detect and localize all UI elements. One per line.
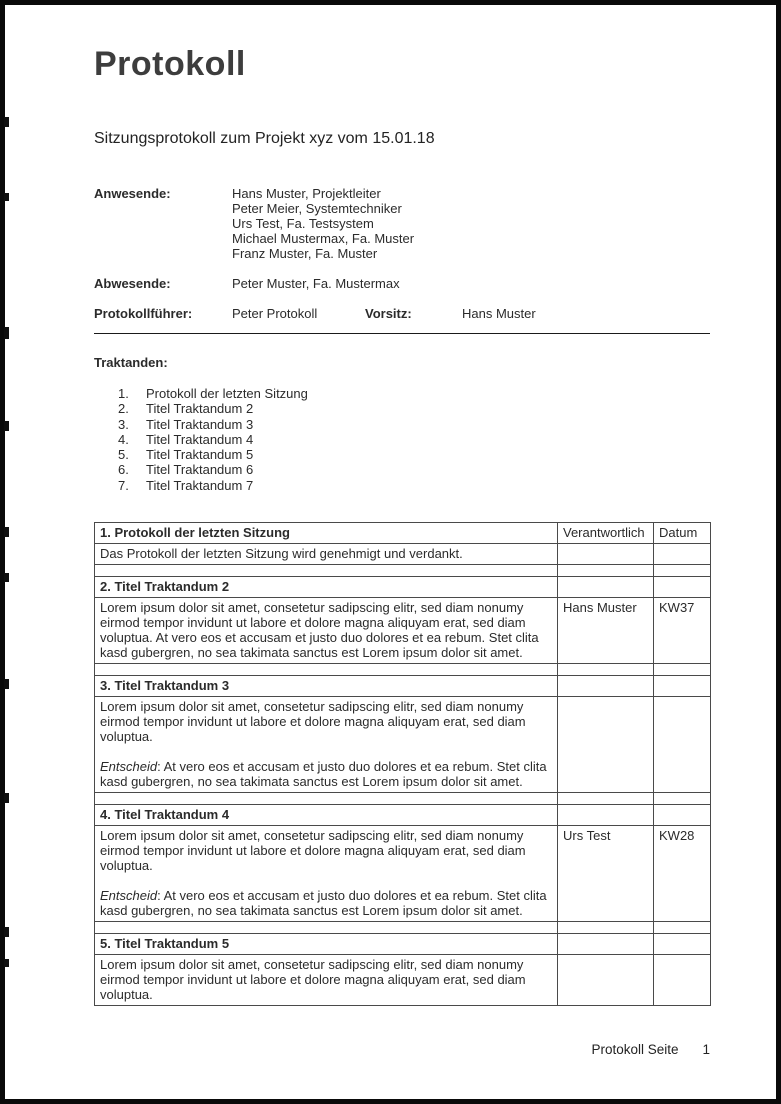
agenda-item-text: Titel Traktandum 2 xyxy=(146,401,254,417)
spacer-cell xyxy=(558,664,654,676)
datum-cell: KW37 xyxy=(654,598,711,664)
section-body-paragraph: Lorem ipsum dolor sit amet, consetetur sadipscing elitr, sed diam nonumy eirmod tempor invidunt ut labore et dolore magna aliquyam erat, sed diam voluptua. xyxy=(100,699,526,745)
scan-artifact xyxy=(4,927,9,937)
secretary-name: Peter Protokoll xyxy=(232,306,318,321)
section-body-row xyxy=(95,955,711,1006)
section-body-paragraph: Lorem ipsum dolor sit amet, consetetur sadipscing elitr, sed diam nonumy eirmod tempor invidunt ut labore et dolore magna aliquyam erat, sed diam voluptua. xyxy=(100,828,526,874)
scan-artifact xyxy=(4,117,9,127)
section-body-row xyxy=(95,544,711,565)
page-title: Protokoll xyxy=(94,45,246,83)
spacer-row xyxy=(95,664,711,676)
column-header-verantwortlich: Verantwortlich xyxy=(558,523,654,544)
attendees-list xyxy=(232,186,414,261)
spacer-cell xyxy=(95,793,558,805)
agenda-item-text: Titel Traktandum 6 xyxy=(146,462,254,478)
verantwortlich-cell xyxy=(558,934,654,955)
verantwortlich-cell: Hans Muster xyxy=(558,598,654,664)
agenda-item-number: 5. xyxy=(118,447,129,463)
verantwortlich-cell xyxy=(558,805,654,826)
verantwortlich-cell xyxy=(558,955,654,1006)
section-title: 3. Titel Traktandum 3 xyxy=(95,676,558,697)
agenda-item-text: Protokoll der letzten Sitzung xyxy=(146,386,308,401)
section-body-row xyxy=(95,826,711,922)
decision-label: Entscheid xyxy=(100,888,158,904)
attendee-item: Hans Muster, Projektleiter xyxy=(232,186,381,201)
agenda-item-number: 7. xyxy=(118,477,129,493)
section-title: 2. Titel Traktandum 2 xyxy=(95,577,558,598)
scan-artifact xyxy=(4,959,9,967)
page-footer xyxy=(591,1042,710,1057)
footer-page-number: 1 xyxy=(702,1042,710,1057)
agenda-list xyxy=(94,386,710,493)
agenda-item xyxy=(94,447,710,462)
absent-item: Peter Muster, Fa. Mustermax xyxy=(232,276,400,291)
scan-artifact xyxy=(4,421,9,431)
spacer-cell xyxy=(558,793,654,805)
section-title: 5. Titel Traktandum 5 xyxy=(95,934,558,955)
verantwortlich-cell xyxy=(558,544,654,565)
agenda-item xyxy=(94,417,710,432)
agenda-item xyxy=(94,478,710,493)
scan-artifact xyxy=(4,573,9,582)
spacer-cell xyxy=(654,565,711,577)
section-body-row xyxy=(95,598,711,664)
spacer-cell xyxy=(558,922,654,934)
agenda-item-text: Titel Traktandum 5 xyxy=(146,447,254,463)
footer-label: Protokoll Seite xyxy=(591,1042,679,1057)
section-title-row xyxy=(95,523,711,544)
absent-list xyxy=(232,276,400,291)
section-divider xyxy=(94,333,710,334)
spacer-cell xyxy=(95,565,558,577)
agenda-block xyxy=(94,355,710,493)
spacer-cell xyxy=(654,922,711,934)
secretary-row xyxy=(94,306,710,321)
agenda-item-number: 2. xyxy=(118,401,129,417)
agenda-item xyxy=(94,401,710,416)
datum-cell xyxy=(654,697,711,793)
agenda-item-number: 1. xyxy=(118,386,129,401)
absent-label: Abwesende: xyxy=(94,276,171,291)
agenda-item-text: Titel Traktandum 7 xyxy=(146,477,254,493)
chair-name: Hans Muster xyxy=(462,306,536,321)
spacer-cell xyxy=(654,664,711,676)
section-body: Lorem ipsum dolor sit amet, consetetur sadipscing elitr, sed diam nonumy eirmod tempor invidunt ut labore et dolore magna aliquyam erat, sed diam voluptua. xyxy=(95,955,558,1006)
agenda-item xyxy=(94,386,710,401)
agenda-item-text: Titel Traktandum 4 xyxy=(146,431,254,447)
spacer-cell xyxy=(654,793,711,805)
spacer-cell xyxy=(558,565,654,577)
verantwortlich-cell xyxy=(558,697,654,793)
spacer-cell xyxy=(95,664,558,676)
agenda-item xyxy=(94,462,710,477)
verantwortlich-cell xyxy=(558,676,654,697)
agenda-item-number: 6. xyxy=(118,462,129,478)
spacer-row xyxy=(95,922,711,934)
scan-artifact xyxy=(4,327,9,339)
meta-block xyxy=(94,186,710,321)
spacer-cell xyxy=(95,922,558,934)
verantwortlich-cell: Urs Test xyxy=(558,826,654,922)
section-body: Das Protokoll der letzten Sitzung wird genehmigt und verdankt. xyxy=(95,544,558,565)
section-body xyxy=(95,826,558,922)
datum-cell xyxy=(654,934,711,955)
spacer-row xyxy=(95,793,711,805)
attendee-item: Michael Mustermax, Fa. Muster xyxy=(232,231,415,246)
attendee-item: Peter Meier, Systemtechniker xyxy=(232,201,402,216)
agenda-item-number: 4. xyxy=(118,431,129,447)
datum-cell xyxy=(654,676,711,697)
minutes-table xyxy=(94,522,711,1006)
agenda-item-text: Titel Traktandum 3 xyxy=(146,416,254,432)
scan-artifact xyxy=(4,527,9,537)
datum-cell xyxy=(654,955,711,1006)
scan-artifact xyxy=(4,679,9,689)
decision-text: : At vero eos et accusam et justo duo dolores et ea rebum. Stet clita kasd gubergren, no sea takimata sanctus est Lorem ipsum dolor sit amet. xyxy=(100,888,547,919)
section-title: 4. Titel Traktandum 4 xyxy=(95,805,558,826)
verantwortlich-cell xyxy=(558,577,654,598)
absent-row xyxy=(94,276,710,291)
scan-artifact xyxy=(4,193,9,201)
agenda-item-number: 3. xyxy=(118,416,129,432)
agenda-item xyxy=(94,432,710,447)
section-title-row xyxy=(95,577,711,598)
chair-label: Vorsitz: xyxy=(365,306,412,321)
attendees-row xyxy=(94,186,710,261)
section-body xyxy=(95,697,558,793)
section-body-row xyxy=(95,697,711,793)
datum-cell xyxy=(654,805,711,826)
decision-paragraph xyxy=(100,759,552,789)
agenda-label: Traktanden: xyxy=(94,355,168,370)
decision-label: Entscheid xyxy=(100,759,158,775)
document-subtitle: Sitzungsprotokoll zum Projekt xyz vom 15.01.18 xyxy=(94,130,435,147)
section-body: Lorem ipsum dolor sit amet, consetetur sadipscing elitr, sed diam nonumy eirmod tempor invidunt ut labore et dolore magna aliquyam erat, sed diam voluptua. At vero eos et accusam et justo duo dolores et ea rebum. Stet clita kasd gubergren, no sea takimata sanctus est Lorem ipsum dolor sit amet. xyxy=(95,598,558,664)
secretary-label: Protokollführer: xyxy=(94,306,193,321)
section-title-row xyxy=(95,676,711,697)
datum-cell xyxy=(654,577,711,598)
section-title-row xyxy=(95,805,711,826)
column-header-datum: Datum xyxy=(654,523,711,544)
attendee-item: Franz Muster, Fa. Muster xyxy=(232,246,378,261)
attendees-label: Anwesende: xyxy=(94,186,171,201)
scan-artifact xyxy=(4,793,9,803)
decision-paragraph xyxy=(100,888,552,918)
section-title-row xyxy=(95,934,711,955)
decision-text: : At vero eos et accusam et justo duo dolores et ea rebum. Stet clita kasd gubergren, no sea takimata sanctus est Lorem ipsum dolor sit amet. xyxy=(100,759,547,790)
section-title: 1. Protokoll der letzten Sitzung xyxy=(95,523,558,544)
datum-cell xyxy=(654,544,711,565)
spacer-row xyxy=(95,565,711,577)
datum-cell: KW28 xyxy=(654,826,711,922)
attendee-item: Urs Test, Fa. Testsystem xyxy=(232,216,374,231)
